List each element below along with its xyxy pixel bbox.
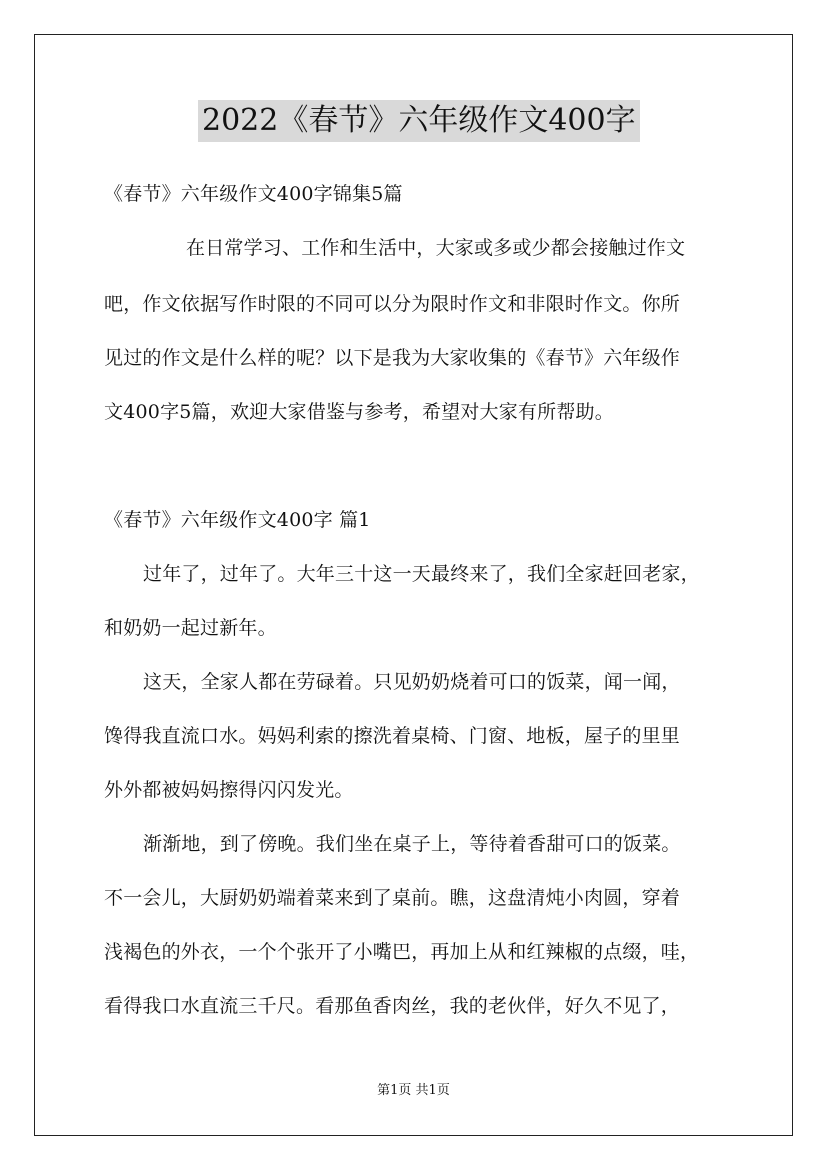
body-line-3: 这天，全家人都在劳碌着。只见奶奶烧着可口的饭菜，闻一闻，	[143, 671, 681, 693]
body-line-5: 外外都被妈妈擦得闪闪发光。	[104, 779, 354, 801]
document-title: 2022《春节》六年级作文400字	[198, 100, 640, 142]
intro-line-1: 在日常学习、工作和生活中，大家或多或少都会接触过作文	[186, 237, 686, 259]
body-line-7: 不一会儿，大厨奶奶端着菜来到了桌前。瞧，这盘清炖小肉圆，穿着	[104, 887, 681, 909]
document-subtitle: 《春节》六年级作文400字锦集5篇	[104, 183, 403, 205]
body-line-6: 渐渐地，到了傍晚。我们坐在桌子上，等待着香甜可口的饭菜。	[143, 833, 681, 855]
body-line-4: 馋得我直流口水。妈妈利索的擦洗着桌椅、门窗、地板，屋子的里里	[104, 725, 681, 747]
body-line-1: 过年了，过年了。大年三十这一天最终来了，我们全家赶回老家，	[143, 563, 700, 585]
body-line-8: 浅褐色的外衣，一个个张开了小嘴巴，再加上从和红辣椒的点缀，哇，	[104, 941, 700, 963]
intro-line-3: 见过的作文是什么样的呢？以下是我为大家收集的《春节》六年级作	[104, 347, 681, 369]
intro-line-4: 文400字5篇，欢迎大家借鉴与参考，希望对大家有所帮助。	[104, 401, 614, 423]
page-footer: 第1页 共1页	[377, 1083, 450, 1098]
body-line-2: 和奶奶一起过新年。	[104, 617, 277, 639]
intro-line-2: 吧，作文依据写作时限的不同可以分为限时作文和非限时作文。你所	[104, 293, 681, 315]
section-heading: 《春节》六年级作文400字 篇1	[104, 509, 371, 531]
body-line-9: 看得我口水直流三千尺。看那鱼香肉丝，我的老伙伴，好久不见了，	[104, 995, 681, 1017]
